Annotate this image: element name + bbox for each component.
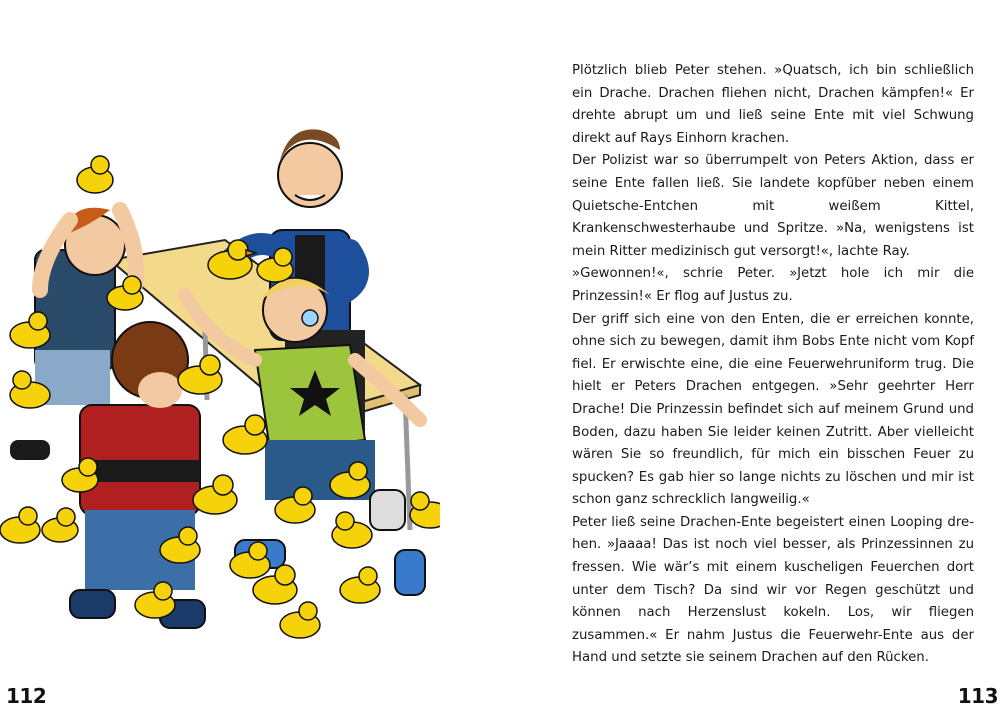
paragraph: Der griff sich eine von den Enten, die er erreichen konnte, ohne sich zu bewegen, damit ihm Bobs Ente nicht vom Kopf fiel. Er erwischte eine, die eine Feuerwehruniform trug. Die hielt er Peters Drachen entgegen. »Sehr geehrter Herr Drache! Die Prinzessin befindet sich auf meinem Grund und Boden, dazu haben Sie leider keinen Zutritt. Aber vielleicht wären Sie so freundlich, für mich ein bisschen Feuer zu spucken? Es gab hier so lange nichts zu löschen und mir ist schon ganz schrecklich langweilig.« (572, 311, 974, 508)
duck (77, 156, 113, 193)
duck (10, 312, 50, 348)
right-page (504, 0, 1008, 714)
page-number-right: 113 (957, 684, 998, 708)
duck (42, 508, 78, 542)
duck (340, 567, 380, 603)
page-number-left: 112 (6, 684, 47, 708)
body-text (572, 60, 974, 670)
paragraph: Plötzlich blieb Peter stehen. »Quatsch, ich bin schließlich ein Drache. Drachen fliehen nicht, Drachen kämpfen!« Er drehte abrupt um und ließ seine Ente mit viel Schwung direkt auf Rays Einhorn krachen. (572, 63, 974, 146)
duck (62, 458, 98, 492)
duck (410, 492, 440, 528)
paragraph: Der Polizist war so überrumpelt von Peters Aktion, dass er seine Ente fallen ließ. Sie landete kopfüber neben einem Quietsche-Entchen mit weißem Kittel, Krankenschwesterhaube und Spritze. »Na, wenigstens ist mein Ritter medizinisch gut versorgt!«, lachte Ray. (572, 153, 974, 259)
duck (0, 507, 40, 543)
duck (280, 602, 320, 638)
duck (332, 512, 372, 548)
duck (223, 415, 267, 454)
paragraph: »Gewonnen!«, schrie Peter. »Jetzt hole ich mir die Prinzessin!« Er flog auf Justus zu. (572, 266, 974, 304)
paragraph: Peter ließ seine Drachen-Ente begeistert einen Looping drehen. »Jaaaa! Das ist noch viel besser, als Prinzessinnen zu fressen. Wie wär’s mit einem kuscheligen Feuerchen dort unter dem Tisch? Da sind wir vor Regen geschützt und können nach Herzenslust kokeln. Los, wir fliegen zusammen.« Er nahm Justus die Feuerwehr-Ente aus der Hand und setzte sie seinem Drachen auf den Rücken. (572, 514, 974, 666)
comic-illustration (0, 60, 440, 660)
